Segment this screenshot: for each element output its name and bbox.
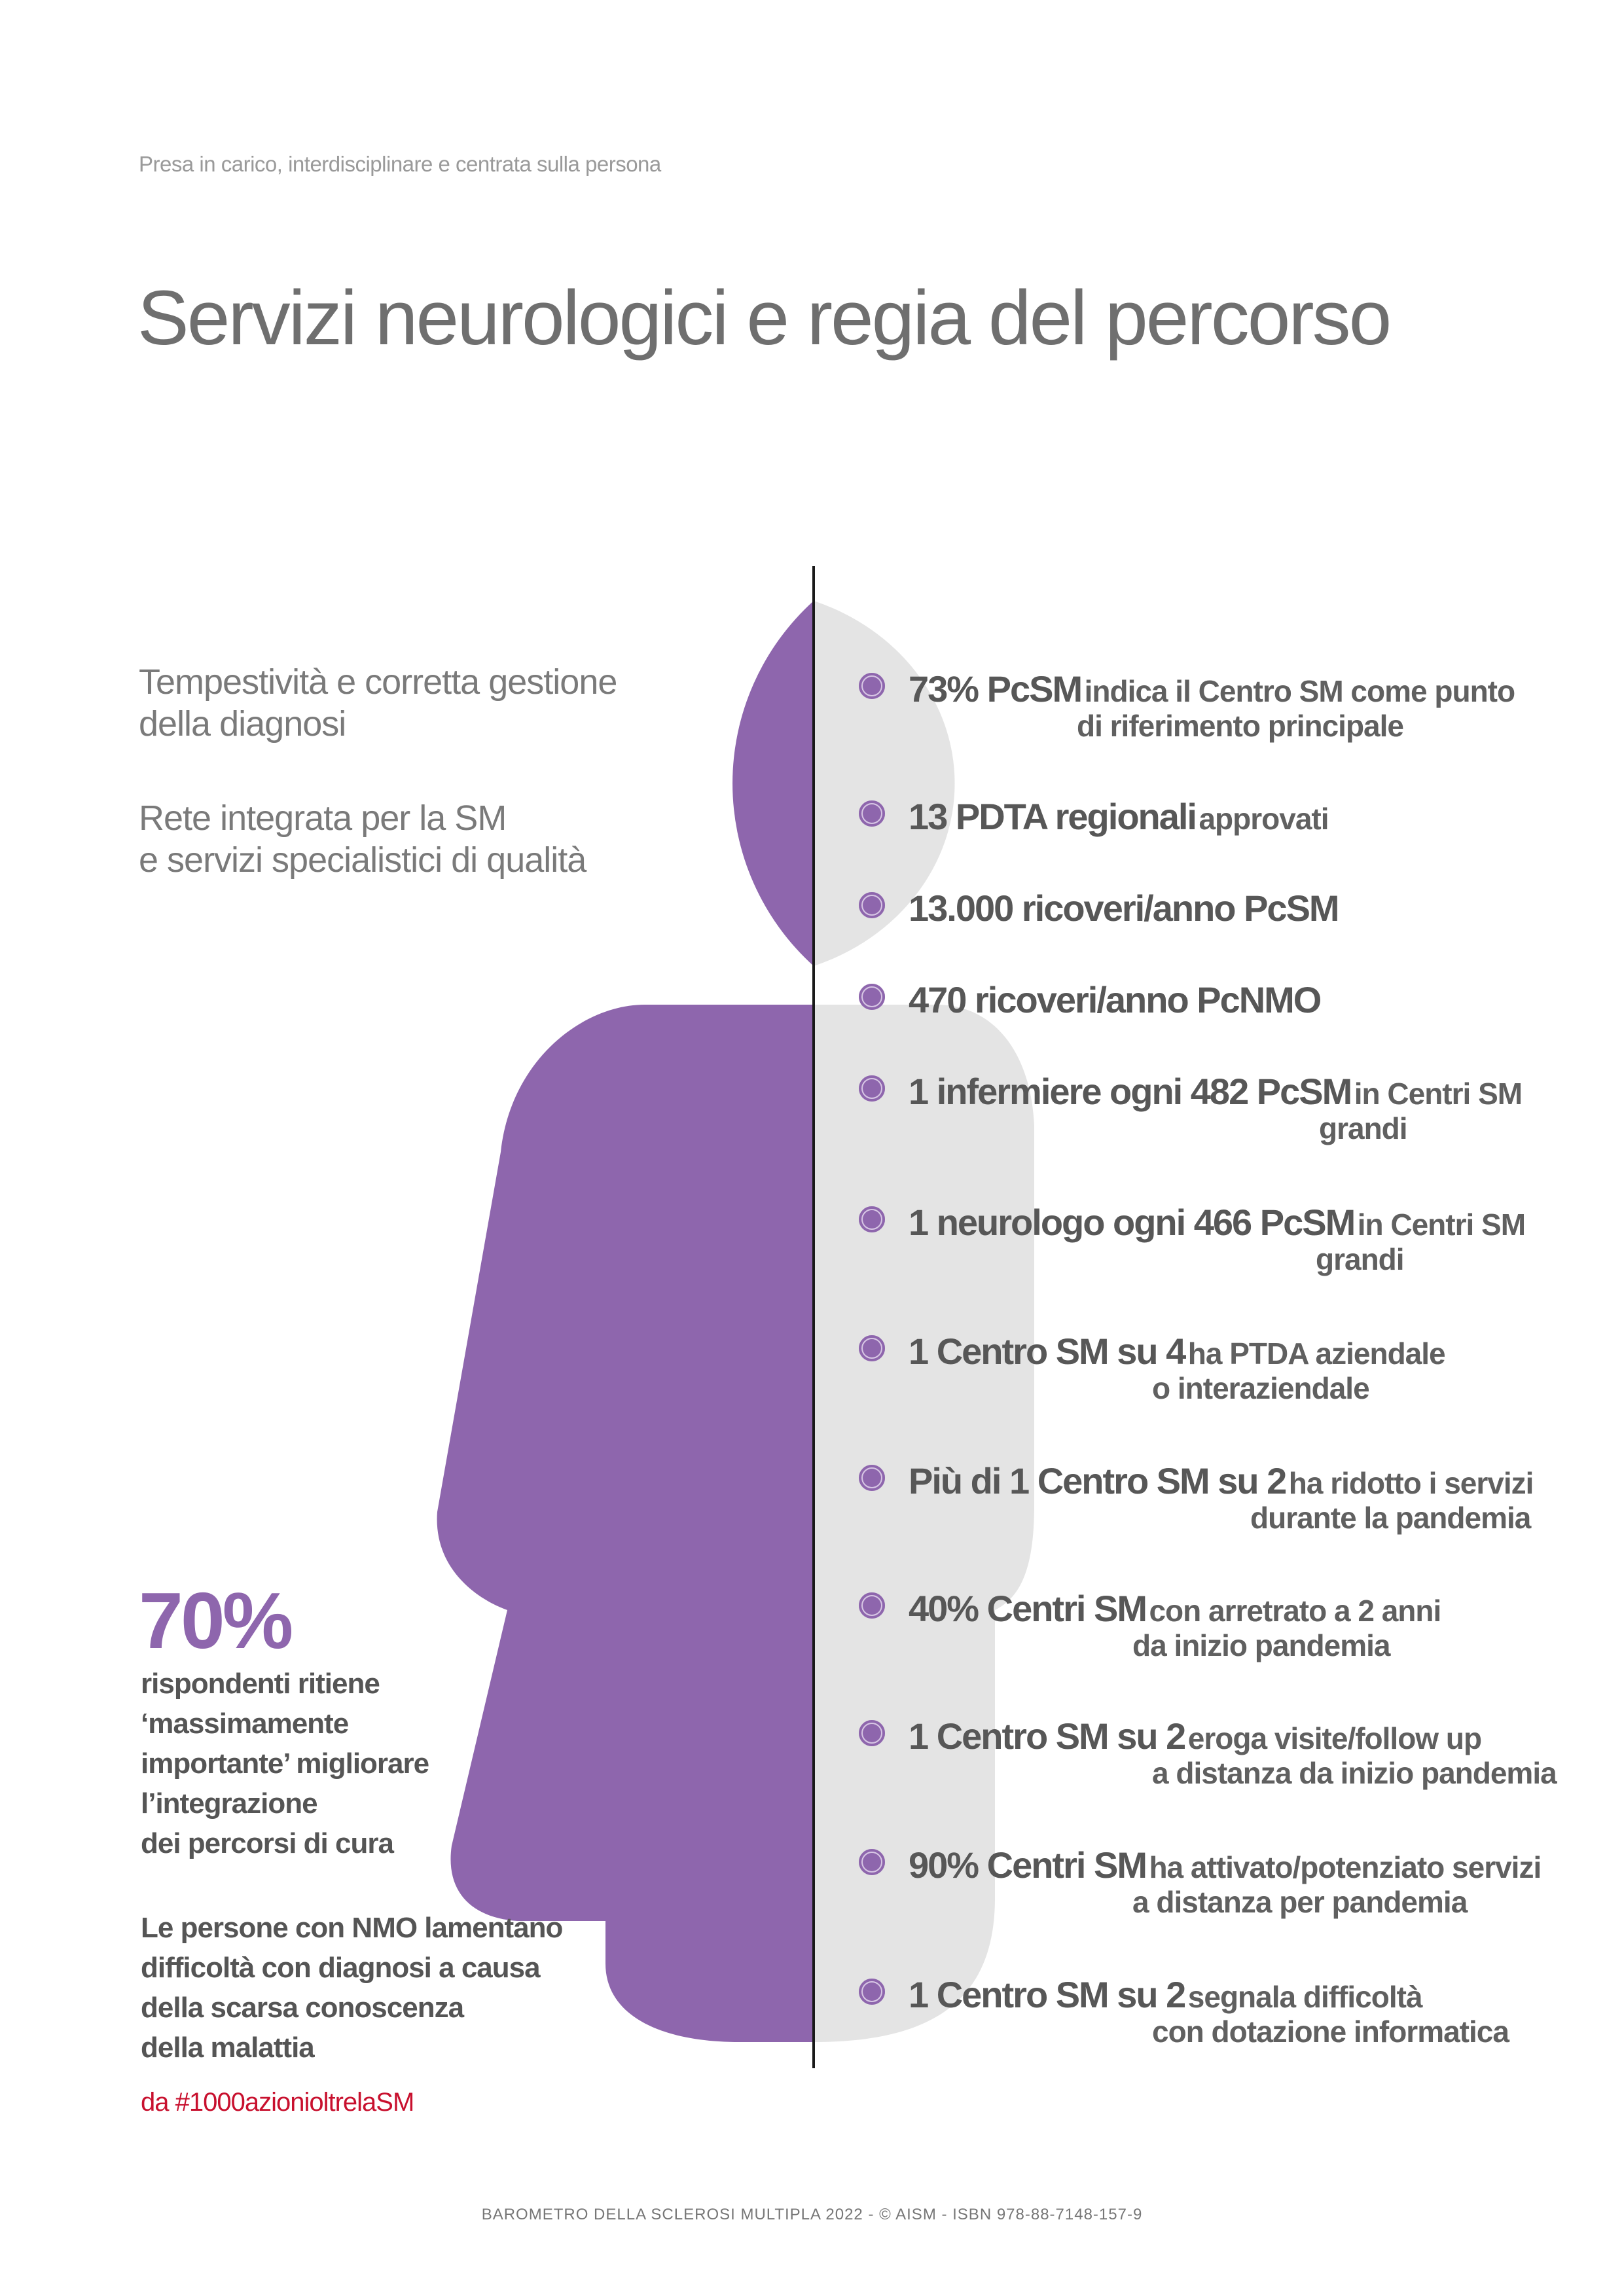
section-kicker: Presa in carico, interdisciplinare e centrata sulla persona <box>139 152 661 176</box>
footer-credit: BAROMETRO DELLA SCLEROSI MULTIPLA 2022 - © AISM - ISBN 978-88-7148-157-9 <box>481 2206 1143 2223</box>
bullet-dot-icon <box>859 1465 885 1491</box>
bullet-dot-icon <box>859 800 885 827</box>
bullet-dot-icon <box>859 1075 885 1102</box>
bullet-dot-icon <box>859 1206 885 1232</box>
topic-network: Rete integrata per la SM e servizi specialistici di qualità <box>139 798 586 880</box>
bullet-dot-icon <box>859 1979 885 2005</box>
topic-diagnosis: Tempestività e corretta gestione della diagnosi <box>139 662 617 744</box>
bullet-dot-icon <box>859 1720 885 1746</box>
page-title: Servizi neurologici e regia del percorso <box>137 275 1390 361</box>
bullet-dot-icon <box>859 892 885 918</box>
bullet-dot-icon <box>859 984 885 1010</box>
bullet-dot-icon <box>859 673 885 699</box>
nmo-note: Le persone con NMO lamentano difficoltà con diagnosi a causa della scarsa conoscenza della malattia <box>141 1912 563 2064</box>
stat-description: rispondenti ritiene ‘massimamente importante’ migliorare l’integrazione dei percorsi di cura <box>141 1668 429 1859</box>
source-hashtag: da #1000azionioltrelaSM <box>141 2088 414 2117</box>
bullet-dot-icon <box>859 1592 885 1619</box>
bullet-dot-icon <box>859 1849 885 1875</box>
bullet-dot-icon <box>859 1335 885 1361</box>
stat-percentage: 70% <box>139 1576 291 1665</box>
